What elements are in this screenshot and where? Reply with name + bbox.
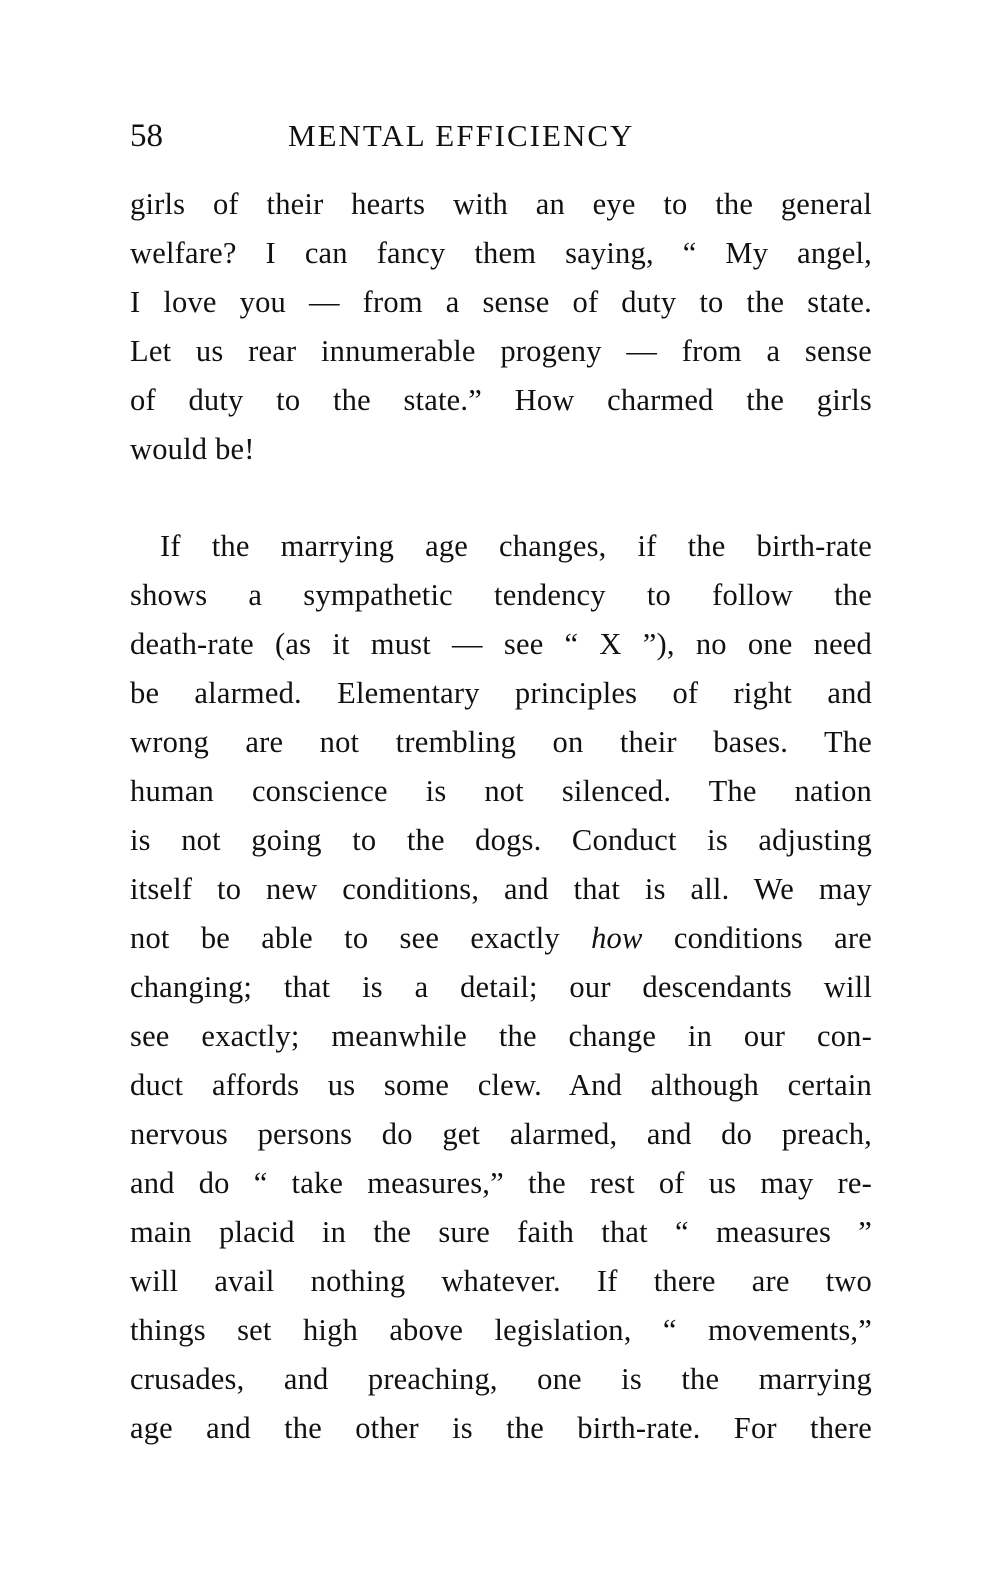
text-line: human conscience is not silenced. The nation (130, 774, 872, 808)
text-line: Let us rear innumerable progeny — from a sense (130, 334, 872, 368)
text-line: girls of their hearts with an eye to the general (130, 187, 872, 221)
running-head (130, 112, 875, 160)
text-line: of duty to the state.” How charmed the girls (130, 383, 872, 417)
text-line: be alarmed. Elementary principles of right and (130, 676, 872, 710)
text-line: see exactly; meanwhile the change in our con- (130, 1019, 872, 1053)
text-line: things set high above legislation, “ movements,” (130, 1313, 872, 1347)
text-span: conditions are (642, 921, 873, 955)
text-line: death-rate (as it must — see “ X ”), no one need (130, 627, 872, 661)
page-number: 58 (130, 118, 163, 154)
text-line: If the marrying age changes, if the birth-rate (160, 529, 872, 563)
emphasized-word: how (591, 921, 643, 955)
text-line: duct affords us some clew. And although certain (130, 1068, 872, 1102)
text-line: I love you — from a sense of duty to the state. (130, 285, 872, 319)
text-line: would be! (130, 432, 255, 466)
text-line: nervous persons do get alarmed, and do preach, (130, 1117, 872, 1151)
text-span: not be able to see exactly (130, 921, 592, 955)
text-line: will avail nothing whatever. If there are two (130, 1264, 872, 1298)
text-line: main placid in the sure faith that “ measures ” (130, 1215, 872, 1249)
text-line: crusades, and preaching, one is the marrying (130, 1362, 872, 1396)
text-line: welfare? I can fancy them saying, “ My angel, (130, 236, 872, 270)
text-line: age and the other is the birth-rate. For there (130, 1411, 872, 1445)
text-line: and do “ take measures,” the rest of us may re- (130, 1166, 872, 1200)
text-line (130, 914, 872, 963)
text-line: changing; that is a detail; our descendants will (130, 970, 872, 1004)
running-title: MENTAL EFFICIENCY (288, 118, 635, 153)
text-line: wrong are not trembling on their bases. The (130, 725, 872, 759)
text-line: is not going to the dogs. Conduct is adjusting (130, 823, 872, 857)
text-line: itself to new conditions, and that is all. We may (130, 872, 872, 906)
text-line: shows a sympathetic tendency to follow the (130, 578, 872, 612)
